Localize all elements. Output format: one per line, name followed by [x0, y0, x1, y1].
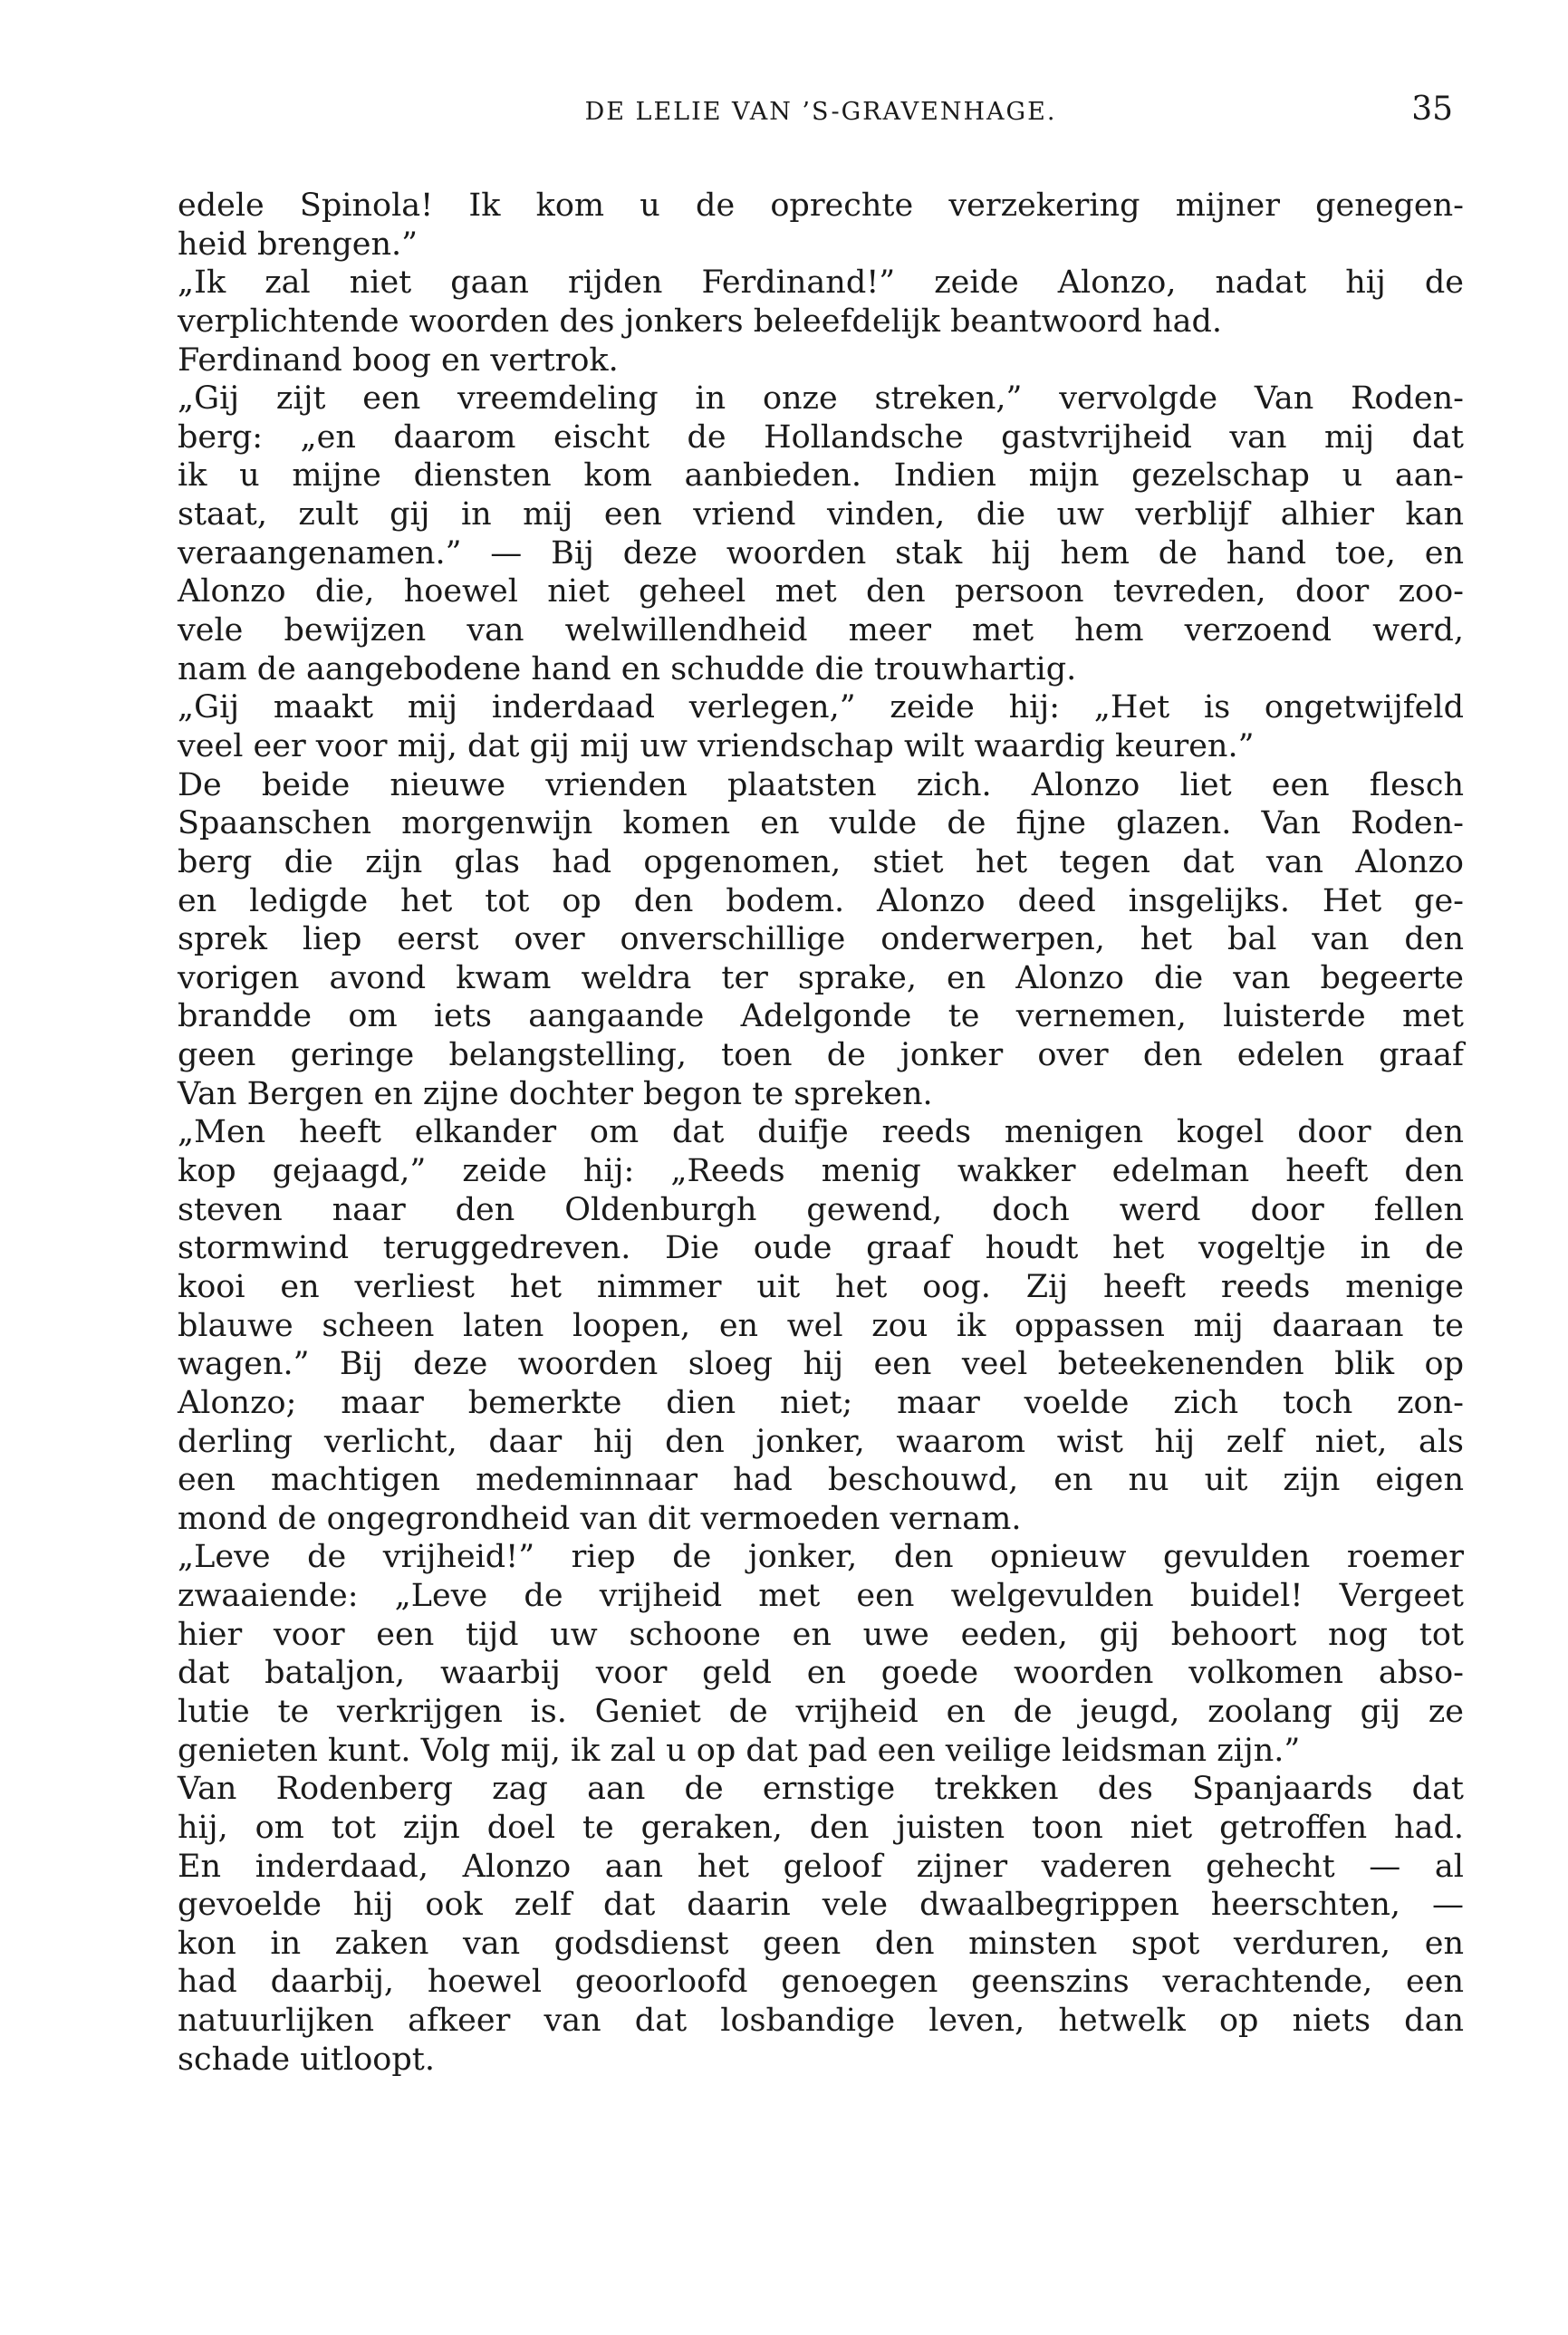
page-number: 35 [1411, 91, 1453, 128]
text-line: sprek liep eerst over onverschillige onderwerpen, het bal van den [178, 921, 1464, 958]
text-line: staat, zult gij in mij een vriend vinden, die uw verblijf alhier kan [178, 496, 1464, 533]
text-line: kop gejaagd,” zeide hij: „Reeds menig wakker edelman heeft den [178, 1153, 1464, 1190]
text-line: geen geringe belangstelling, toen de jonker over den edelen graaf [178, 1037, 1464, 1074]
body-text [178, 187, 1464, 2079]
text-line: stormwind teruggedreven. Die oude graaf houdt het vogeltje in de [178, 1230, 1464, 1267]
text-line: hij, om tot zijn doel te geraken, den juisten toon niet getroffen had. [178, 1809, 1464, 1846]
text-line: lutie te verkrijgen is. Geniet de vrijheid en de jeugd, zoolang gij ze [178, 1693, 1464, 1730]
text-line: had daarbij, hoewel geoorloofd genoegen geenszins verachtende, een [178, 1964, 1464, 2001]
text-line: berg: „en daarom eischt de Hollandsche gastvrijheid van mij dat [178, 418, 1464, 456]
text-line: hier voor een tijd uw schoone en uwe eeden, gij behoort nog tot [178, 1616, 1464, 1653]
text-line: „Gij maakt mij inderdaad verlegen,” zeide hij: „Het is ongetwijfeld [178, 689, 1464, 726]
text-line: brandde om iets aangaande Adelgonde te vernemen, luisterde met [178, 998, 1464, 1035]
text-line: „Ik zal niet gaan rijden Ferdinand!” zeide Alonzo, nadat hij de [178, 264, 1464, 302]
text-line: natuurlijken afkeer van dat losbandige leven, hetwelk op niets dan [178, 2003, 1464, 2040]
text-line: Alonzo die, hoewel niet geheel met den persoon tevreden, door zoo- [178, 573, 1464, 610]
text-line: „Men heeft elkander om dat duifje reeds menigen kogel door den [178, 1114, 1464, 1151]
text-line: veel eer voor mij, dat gij mij uw vriendschap wilt waardig keuren.” [178, 727, 1255, 764]
text-line: Ferdinand boog en vertrok. [178, 341, 619, 379]
running-title: DE LELIE VAN ’S-GRAVENHAGE. [584, 98, 1057, 126]
text-line: schade uitloopt. [178, 2041, 435, 2078]
text-line: Van Rodenberg zag aan de ernstige trekken des Spanjaards dat [178, 1771, 1464, 1808]
text-line: en ledigde het tot op den bodem. Alonzo deed insgelijks. Het ge- [178, 882, 1464, 919]
text-line: De beide nieuwe vrienden plaatsten zich. Alonzo liet een flesch [178, 766, 1464, 803]
text-line: genieten kunt. Volg mij, ik zal u op dat pad een veilige leidsman zijn.” [178, 1732, 1301, 1769]
text-line: dat bataljon, waarbij voor geld en goede woorden volkomen abso- [178, 1655, 1464, 1692]
text-line: Van Bergen en zijne dochter begon te spreken. [178, 1075, 933, 1112]
text-line: gevoelde hij ook zelf dat daarin vele dwaalbegrippen heerschten, — [178, 1887, 1464, 1924]
text-line: ik u mijne diensten kom aanbieden. Indien mijn gezelschap u aan- [178, 457, 1464, 495]
text-line: heid brengen.” [178, 226, 418, 263]
text-line: veraangenamen.” — Bij deze woorden stak hij hem de hand toe, en [178, 534, 1464, 572]
text-line: een machtigen medeminnaar had beschouwd, en nu uit zijn eigen [178, 1462, 1464, 1499]
text-line: nam de aangebodene hand en schudde die trouwhartig. [178, 650, 1077, 687]
text-line: derling verlicht, daar hij den jonker, waarom wist hij zelf niet, als [178, 1423, 1464, 1460]
text-line: „Gij zijt een vreemdeling in onze streken,” vervolgde Van Roden- [178, 380, 1464, 418]
text-line: verplichtende woorden des jonkers beleefdelijk beantwoord had. [178, 303, 1223, 340]
text-line: berg die zijn glas had opgenomen, stiet het tegen dat van Alonzo [178, 843, 1464, 880]
text-line: Spaanschen morgenwijn komen en vulde de fijne glazen. Van Roden- [178, 805, 1464, 842]
text-line: „Leve de vrijheid!” riep de jonker, den opnieuw gevulden roemer [178, 1539, 1464, 1576]
running-head [178, 91, 1464, 145]
text-line: zwaaiende: „Leve de vrijheid met een welgevulden buidel! Vergeet [178, 1578, 1464, 1615]
text-line: mond de ongegrondheid van dit vermoeden vernam. [178, 1500, 1022, 1537]
text-line: Alonzo; maar bemerkte dien niet; maar voelde zich toch zon- [178, 1384, 1464, 1421]
text-line: kooi en verliest het nimmer uit het oog. Zij heeft reeds menige [178, 1268, 1464, 1305]
text-line: blauwe scheen laten loopen, en wel zou ik oppassen mij daaraan te [178, 1307, 1464, 1344]
text-line: En inderdaad, Alonzo aan het geloof zijner vaderen gehecht — al [178, 1848, 1464, 1885]
text-line: kon in zaken van godsdienst geen den minsten spot verduren, en [178, 1925, 1464, 1962]
text-line: edele Spinola! Ik kom u de oprechte verzekering mijner genegen- [178, 187, 1464, 224]
text-line: vorigen avond kwam weldra ter sprake, en Alonzo die van begeerte [178, 959, 1464, 996]
text-line: steven naar den Oldenburgh gewend, doch werd door fellen [178, 1191, 1464, 1228]
text-line: wagen.” Bij deze woorden sloeg hij een veel beteekenenden blik op [178, 1346, 1464, 1383]
text-line: vele bewijzen van welwillendheid meer met hem verzoend werd, [178, 612, 1464, 649]
